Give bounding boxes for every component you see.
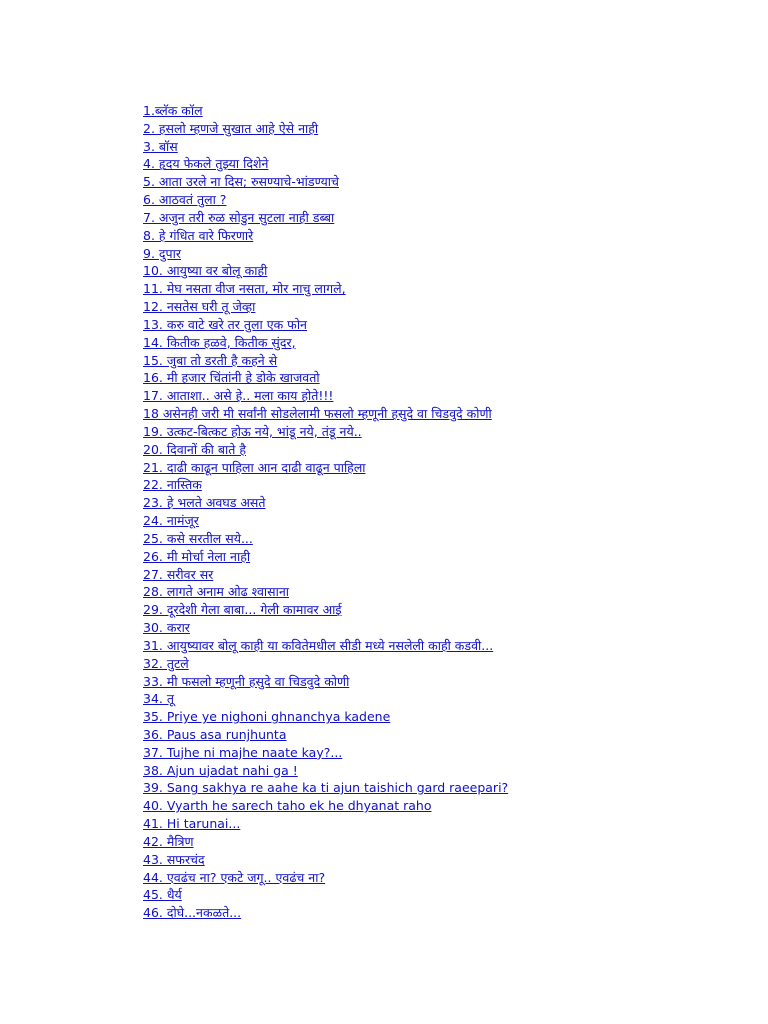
list-item: [143, 600, 508, 618]
list-item: [143, 743, 508, 761]
list-item: [143, 279, 508, 297]
list-item: [143, 172, 508, 190]
list-item: [143, 582, 508, 600]
poem-link[interactable]: 11. मेघ नसता वीज नसता, मोर नाचु लागले,: [143, 281, 346, 297]
poem-link[interactable]: 24. नामंजूर: [143, 513, 199, 529]
list-item: [143, 796, 508, 814]
list-item: [143, 208, 508, 226]
list-item: [143, 761, 508, 779]
list-item: [143, 333, 508, 351]
poem-link[interactable]: 20. दिवानों की बाते है: [143, 441, 246, 457]
poem-link[interactable]: 46. दोघे...नकळते...: [143, 905, 242, 921]
list-item: [143, 529, 508, 547]
poem-link[interactable]: 6. आठवतं तुला ?: [143, 192, 227, 208]
list-item: [143, 689, 508, 707]
poem-link[interactable]: 30. करार: [143, 620, 190, 636]
list-item: [143, 672, 508, 690]
list-item: [143, 368, 508, 386]
list-item: [143, 511, 508, 529]
poem-link[interactable]: 8. हे गंधित वारे फिरणारे: [143, 227, 254, 243]
poem-link[interactable]: 44. एवढंच ना? एकटे जगू.. एवढंच ना?: [143, 869, 326, 885]
poem-link[interactable]: 13. करु वाटे खरे तर तुला एक फोन: [143, 316, 307, 332]
poem-link[interactable]: 36. Paus asa runjhunta: [143, 726, 287, 742]
list-item: [143, 244, 508, 262]
list-item: [143, 351, 508, 369]
list-item: [143, 475, 508, 493]
poem-link[interactable]: 33. मी फसलो म्हणूनी हसुदे वा चिडवुदे कोणी: [143, 673, 350, 689]
list-item: [143, 618, 508, 636]
poem-index-list: [143, 101, 508, 921]
poem-link[interactable]: 43. सफरचंद: [143, 851, 205, 867]
poem-link[interactable]: 10. आयुष्या वर बोलू काही: [143, 263, 268, 279]
list-item: [143, 885, 508, 903]
list-item: [143, 850, 508, 868]
list-item: [143, 404, 508, 422]
list-item: [143, 137, 508, 155]
poem-link[interactable]: 45. धैर्य: [143, 887, 182, 903]
poem-link[interactable]: 27. सरीवर सर: [143, 566, 214, 582]
poem-link[interactable]: 18 असेनही जरी मी सर्वांनी सोडलेलामी फसलो म्हणूनी हसुदे वा चिडवुदे कोणी: [143, 406, 492, 422]
list-item: [143, 101, 508, 119]
list-item: [143, 261, 508, 279]
poem-link[interactable]: 9. दुपार: [143, 245, 181, 261]
poem-link[interactable]: 28. लागते अनाम ओढ श्वासाना: [143, 584, 290, 600]
poem-link[interactable]: 2. हसलो म्हणजे सुखात आहे ऐसे नाही: [143, 120, 319, 136]
list-item: [143, 725, 508, 743]
poem-link[interactable]: 29. दूरदेशी गेला बाबा... गेली कामावर आई: [143, 602, 342, 618]
poem-link[interactable]: 17. आताशा.. असे हे.. मला काय होते!!!: [143, 388, 334, 404]
list-item: [143, 422, 508, 440]
poem-link[interactable]: 38. Ajun ujadat nahi ga !: [143, 762, 298, 778]
list-item: [143, 386, 508, 404]
poem-link[interactable]: 19. उत्कट-बित्कट होऊ नये, भांडू नये, तंडू नये..: [143, 423, 362, 439]
list-item: [143, 868, 508, 886]
poem-link[interactable]: 35. Priye ye nighoni ghnanchya kadene: [143, 709, 391, 725]
poem-link[interactable]: 3. बॉस: [143, 138, 178, 154]
poem-link[interactable]: 37. Tujhe ni majhe naate kay?...: [143, 744, 343, 760]
list-item: [143, 315, 508, 333]
poem-link[interactable]: 5. आता उरले ना दिस; रुसण्याचे-भांडण्याचे: [143, 174, 339, 190]
poem-link[interactable]: 14. कितीक हळवे, कितीक सुंदर,: [143, 334, 296, 350]
list-item: [143, 458, 508, 476]
list-item: [143, 832, 508, 850]
poem-link[interactable]: 31. आयुष्यावर बोलू काही या कवितेमधील सीडी मध्ये नसलेली काही कडवी...: [143, 637, 494, 653]
poem-link[interactable]: 26. मी मोर्चा नेला नाही: [143, 548, 251, 564]
poem-link[interactable]: 25. कसे सरतील सये...: [143, 530, 253, 546]
poem-link[interactable]: 12. नसतेस घरी तू जेव्हा: [143, 299, 256, 315]
poem-link[interactable]: 34. तू: [143, 691, 174, 707]
list-item: [143, 707, 508, 725]
list-item: [143, 636, 508, 654]
list-item: [143, 654, 508, 672]
poem-link[interactable]: 39. Sang sakhya re aahe ka ti ajun taishich gard raeepari?: [143, 780, 509, 796]
list-item: [143, 903, 508, 921]
list-item: [143, 440, 508, 458]
poem-link[interactable]: 7. अजुन तरी रुळ सोडुन सुटला नाही डब्बा: [143, 209, 335, 225]
poem-link[interactable]: 23. हे भलते अवघड असते: [143, 495, 266, 511]
poem-link[interactable]: 16. मी हजार चिंतांनी हे डोके खाजवतो: [143, 370, 320, 386]
poem-link[interactable]: 21. दाढी काढून पाहिला आन दाढी वाढून पाहिला: [143, 459, 366, 475]
poem-link[interactable]: 42. मैत्रिण: [143, 833, 194, 849]
list-item: [143, 493, 508, 511]
poem-link[interactable]: 4. हृदय फेकले तुझ्या दिशेने: [143, 156, 269, 172]
list-item: [143, 226, 508, 244]
list-item: [143, 547, 508, 565]
poem-link[interactable]: 40. Vyarth he sarech taho ek he dhyanat raho: [143, 798, 432, 814]
poem-link[interactable]: 15. जुबा तो डरती है कहने से: [143, 352, 278, 368]
list-item: [143, 154, 508, 172]
list-item: [143, 190, 508, 208]
list-item: [143, 119, 508, 137]
list-item: [143, 814, 508, 832]
poem-link[interactable]: 41. Hi tarunai...: [143, 816, 241, 832]
list-item: [143, 565, 508, 583]
list-item: [143, 778, 508, 796]
poem-link[interactable]: 1.ब्लॅक कॉल: [143, 103, 203, 118]
poem-link[interactable]: 32. तुटले: [143, 655, 189, 671]
poem-link[interactable]: 22. नास्तिक: [143, 477, 202, 493]
list-item: [143, 297, 508, 315]
